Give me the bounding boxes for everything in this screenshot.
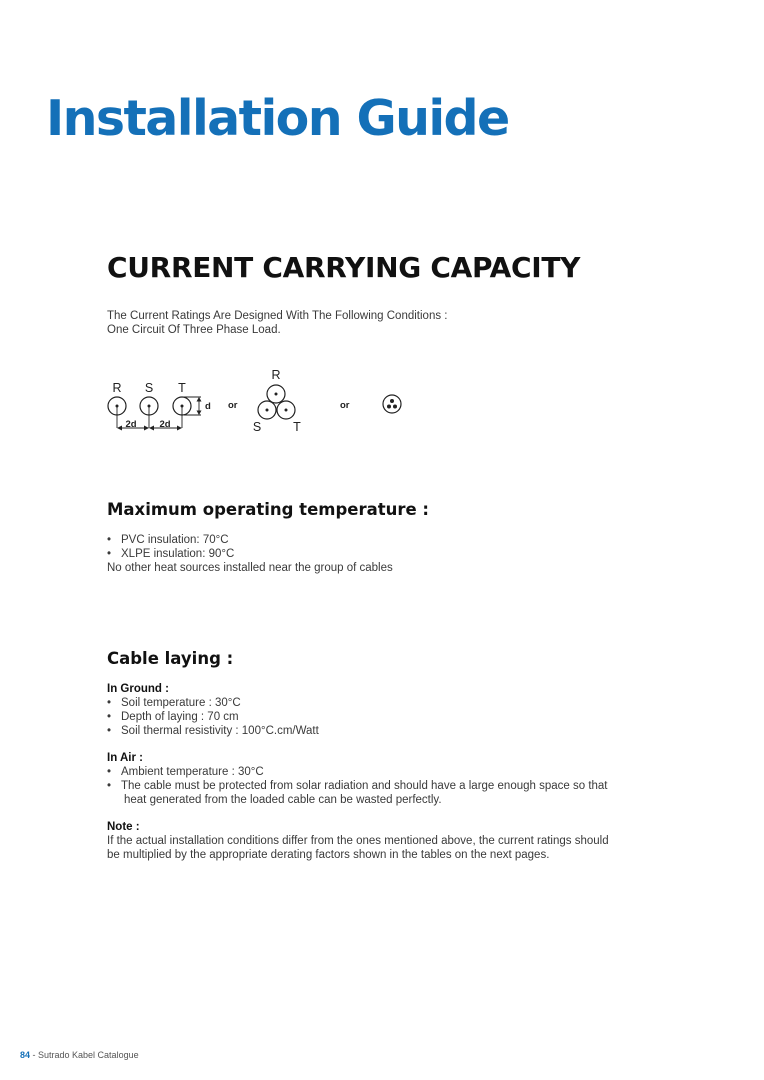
page-number: 84	[20, 1050, 31, 1060]
note-text: If the actual installation conditions differ from the ones mentioned above, the current ratings should	[107, 835, 609, 847]
flat-label-r: R	[112, 381, 122, 395]
spacing-label: 2d	[159, 419, 171, 430]
cable-arrangement-diagram	[100, 366, 420, 438]
cable-laying-content	[107, 682, 687, 862]
max-temp-list	[107, 533, 687, 575]
footer-text: - Sutrado Kabel Catalogue	[30, 1050, 139, 1060]
trefoil-label-s: S	[252, 420, 262, 434]
in-air-label: In Air :	[107, 752, 143, 764]
diameter-label: d	[205, 401, 211, 412]
in-ground-label: In Ground :	[107, 683, 169, 695]
list-item: • PVC insulation: 70°C	[107, 534, 229, 546]
max-temp-note: No other heat sources installed near the group of cables	[107, 562, 393, 574]
list-item: • Ambient temperature : 30°C	[107, 766, 264, 778]
note-text: be multiplied by the appropriate derating factors shown in the tables on the next pages.	[107, 849, 550, 861]
list-item: • Soil temperature : 30°C	[107, 697, 241, 709]
list-item: • Depth of laying : 70 cm	[107, 711, 239, 723]
trefoil-label-t: T	[293, 420, 301, 434]
note-label: Note :	[107, 821, 140, 833]
list-item: • XLPE insulation: 90°C	[107, 548, 235, 560]
list-item: • The cable must be protected from solar radiation and should have a large enough space so that	[107, 780, 608, 792]
three-core-cable-icon	[383, 395, 401, 413]
section-title: CURRENT CARRYING CAPACITY	[107, 251, 581, 284]
page-title: Installation Guide	[46, 90, 509, 147]
spacing-label: 2d	[125, 419, 137, 430]
flat-label-t: T	[178, 381, 186, 395]
trefoil-label-r: R	[271, 368, 281, 382]
flat-label-s: S	[144, 381, 154, 395]
max-temp-title: Maximum operating temperature :	[107, 500, 430, 519]
intro-line: The Current Ratings Are Designed With The Following Conditions :	[107, 310, 448, 322]
intro-line: One Circuit Of Three Phase Load.	[107, 324, 281, 336]
list-item: • Soil thermal resistivity : 100°C.cm/Watt	[107, 725, 319, 737]
or-label: or	[340, 400, 350, 411]
page-footer	[20, 1050, 139, 1060]
or-label: or	[228, 400, 238, 411]
list-item-continuation: heat generated from the loaded cable can be wasted perfectly.	[124, 794, 442, 806]
cable-laying-title: Cable laying :	[107, 649, 234, 668]
intro-text	[107, 309, 447, 337]
